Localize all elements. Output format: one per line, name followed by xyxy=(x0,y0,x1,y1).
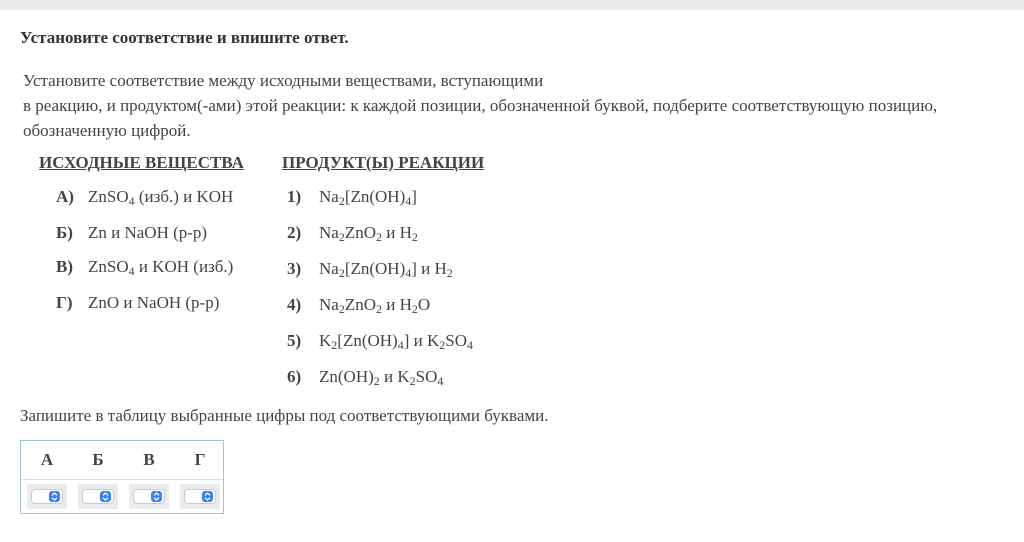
answer-cell-g xyxy=(180,484,220,509)
up-down-chevron-icon xyxy=(49,491,60,502)
answer-select-g[interactable] xyxy=(184,489,216,504)
reactant-label: А) xyxy=(56,187,74,206)
task-heading: Установите соответствие и впишите ответ. xyxy=(20,28,349,47)
product-label: 4) xyxy=(287,295,302,314)
reactant-formula: Zn и NaOH (р-р) xyxy=(88,223,208,242)
product-row-5 xyxy=(287,331,473,351)
product-row-2 xyxy=(287,223,418,243)
product-label: 3) xyxy=(287,259,302,278)
answer-select-v[interactable] xyxy=(133,489,165,504)
answer-table-divider xyxy=(21,479,223,480)
product-label: 2) xyxy=(287,223,302,242)
up-down-chevron-icon xyxy=(202,491,213,502)
answer-instruction: Запишите в таблицу выбранные цифры под соответствующими буквами. xyxy=(20,406,549,425)
intro-line-2: в реакцию, и продуктом(-ами) этой реакции: к каждой позиции, обозначенной буквой, подберите соответствующую позицию, xyxy=(23,96,938,115)
product-label: 5) xyxy=(287,331,302,350)
reactant-row-v xyxy=(56,257,233,277)
reactant-formula: ZnSO$_4$ и KOH (изб.) xyxy=(88,257,234,278)
product-formula: $K_2[Zn(OH)_4]$ и $K_2SO_4$ xyxy=(319,331,473,352)
intro-line-1: Установите соответствие между исходными веществами, вступающими xyxy=(23,71,544,90)
top-bar xyxy=(0,0,1024,10)
products-header: ПРОДУКТ(Ы) РЕАКЦИИ xyxy=(282,153,485,172)
answer-cell-v xyxy=(129,484,169,509)
reactant-label: В) xyxy=(56,257,73,276)
product-formula: $Na_2[Zn(OH)_4]$ xyxy=(319,187,417,208)
reactant-formula: ZnO и NaOH (р-р) xyxy=(88,293,220,312)
reactant-label: Г) xyxy=(56,293,73,312)
up-down-chevron-icon xyxy=(151,491,162,502)
product-row-4 xyxy=(287,295,430,315)
intro-line-3: обозначенную цифрой. xyxy=(23,121,191,140)
product-label: 1) xyxy=(287,187,302,206)
product-formula: $Na_2[Zn(OH)_4]$ и $H_2$ xyxy=(319,259,453,280)
answer-header-v: В xyxy=(143,450,155,469)
product-row-1 xyxy=(287,187,417,207)
answer-cell-b xyxy=(78,484,118,509)
product-formula: $Zn(OH)_2$ и $K_2SO_4$ xyxy=(319,367,444,388)
reactant-formula: ZnSO$_4$ (изб.) и KOH xyxy=(88,187,234,208)
product-label: 6) xyxy=(287,367,302,386)
task-description xyxy=(23,68,1013,143)
reactants-header: ИСХОДНЫЕ ВЕЩЕСТВА xyxy=(39,153,244,172)
product-formula: $Na_2ZnO_2$ и $H_2$ xyxy=(319,223,418,244)
answer-header-b: Б xyxy=(92,450,104,469)
answer-table xyxy=(20,440,224,514)
product-row-3 xyxy=(287,259,453,279)
reactant-row-a xyxy=(56,187,233,207)
product-formula: $Na_2ZnO_2$ и $H_2O$ xyxy=(319,295,431,316)
product-row-6 xyxy=(287,367,443,387)
answer-header-g: Г xyxy=(194,450,206,469)
answer-select-a[interactable] xyxy=(31,489,63,504)
up-down-chevron-icon xyxy=(100,491,111,502)
answer-cell-a xyxy=(27,484,67,509)
answer-select-b[interactable] xyxy=(82,489,114,504)
reactant-label: Б) xyxy=(56,223,73,242)
reactant-row-g xyxy=(56,293,219,313)
answer-header-a: А xyxy=(40,450,54,469)
reactant-row-b xyxy=(56,223,207,243)
